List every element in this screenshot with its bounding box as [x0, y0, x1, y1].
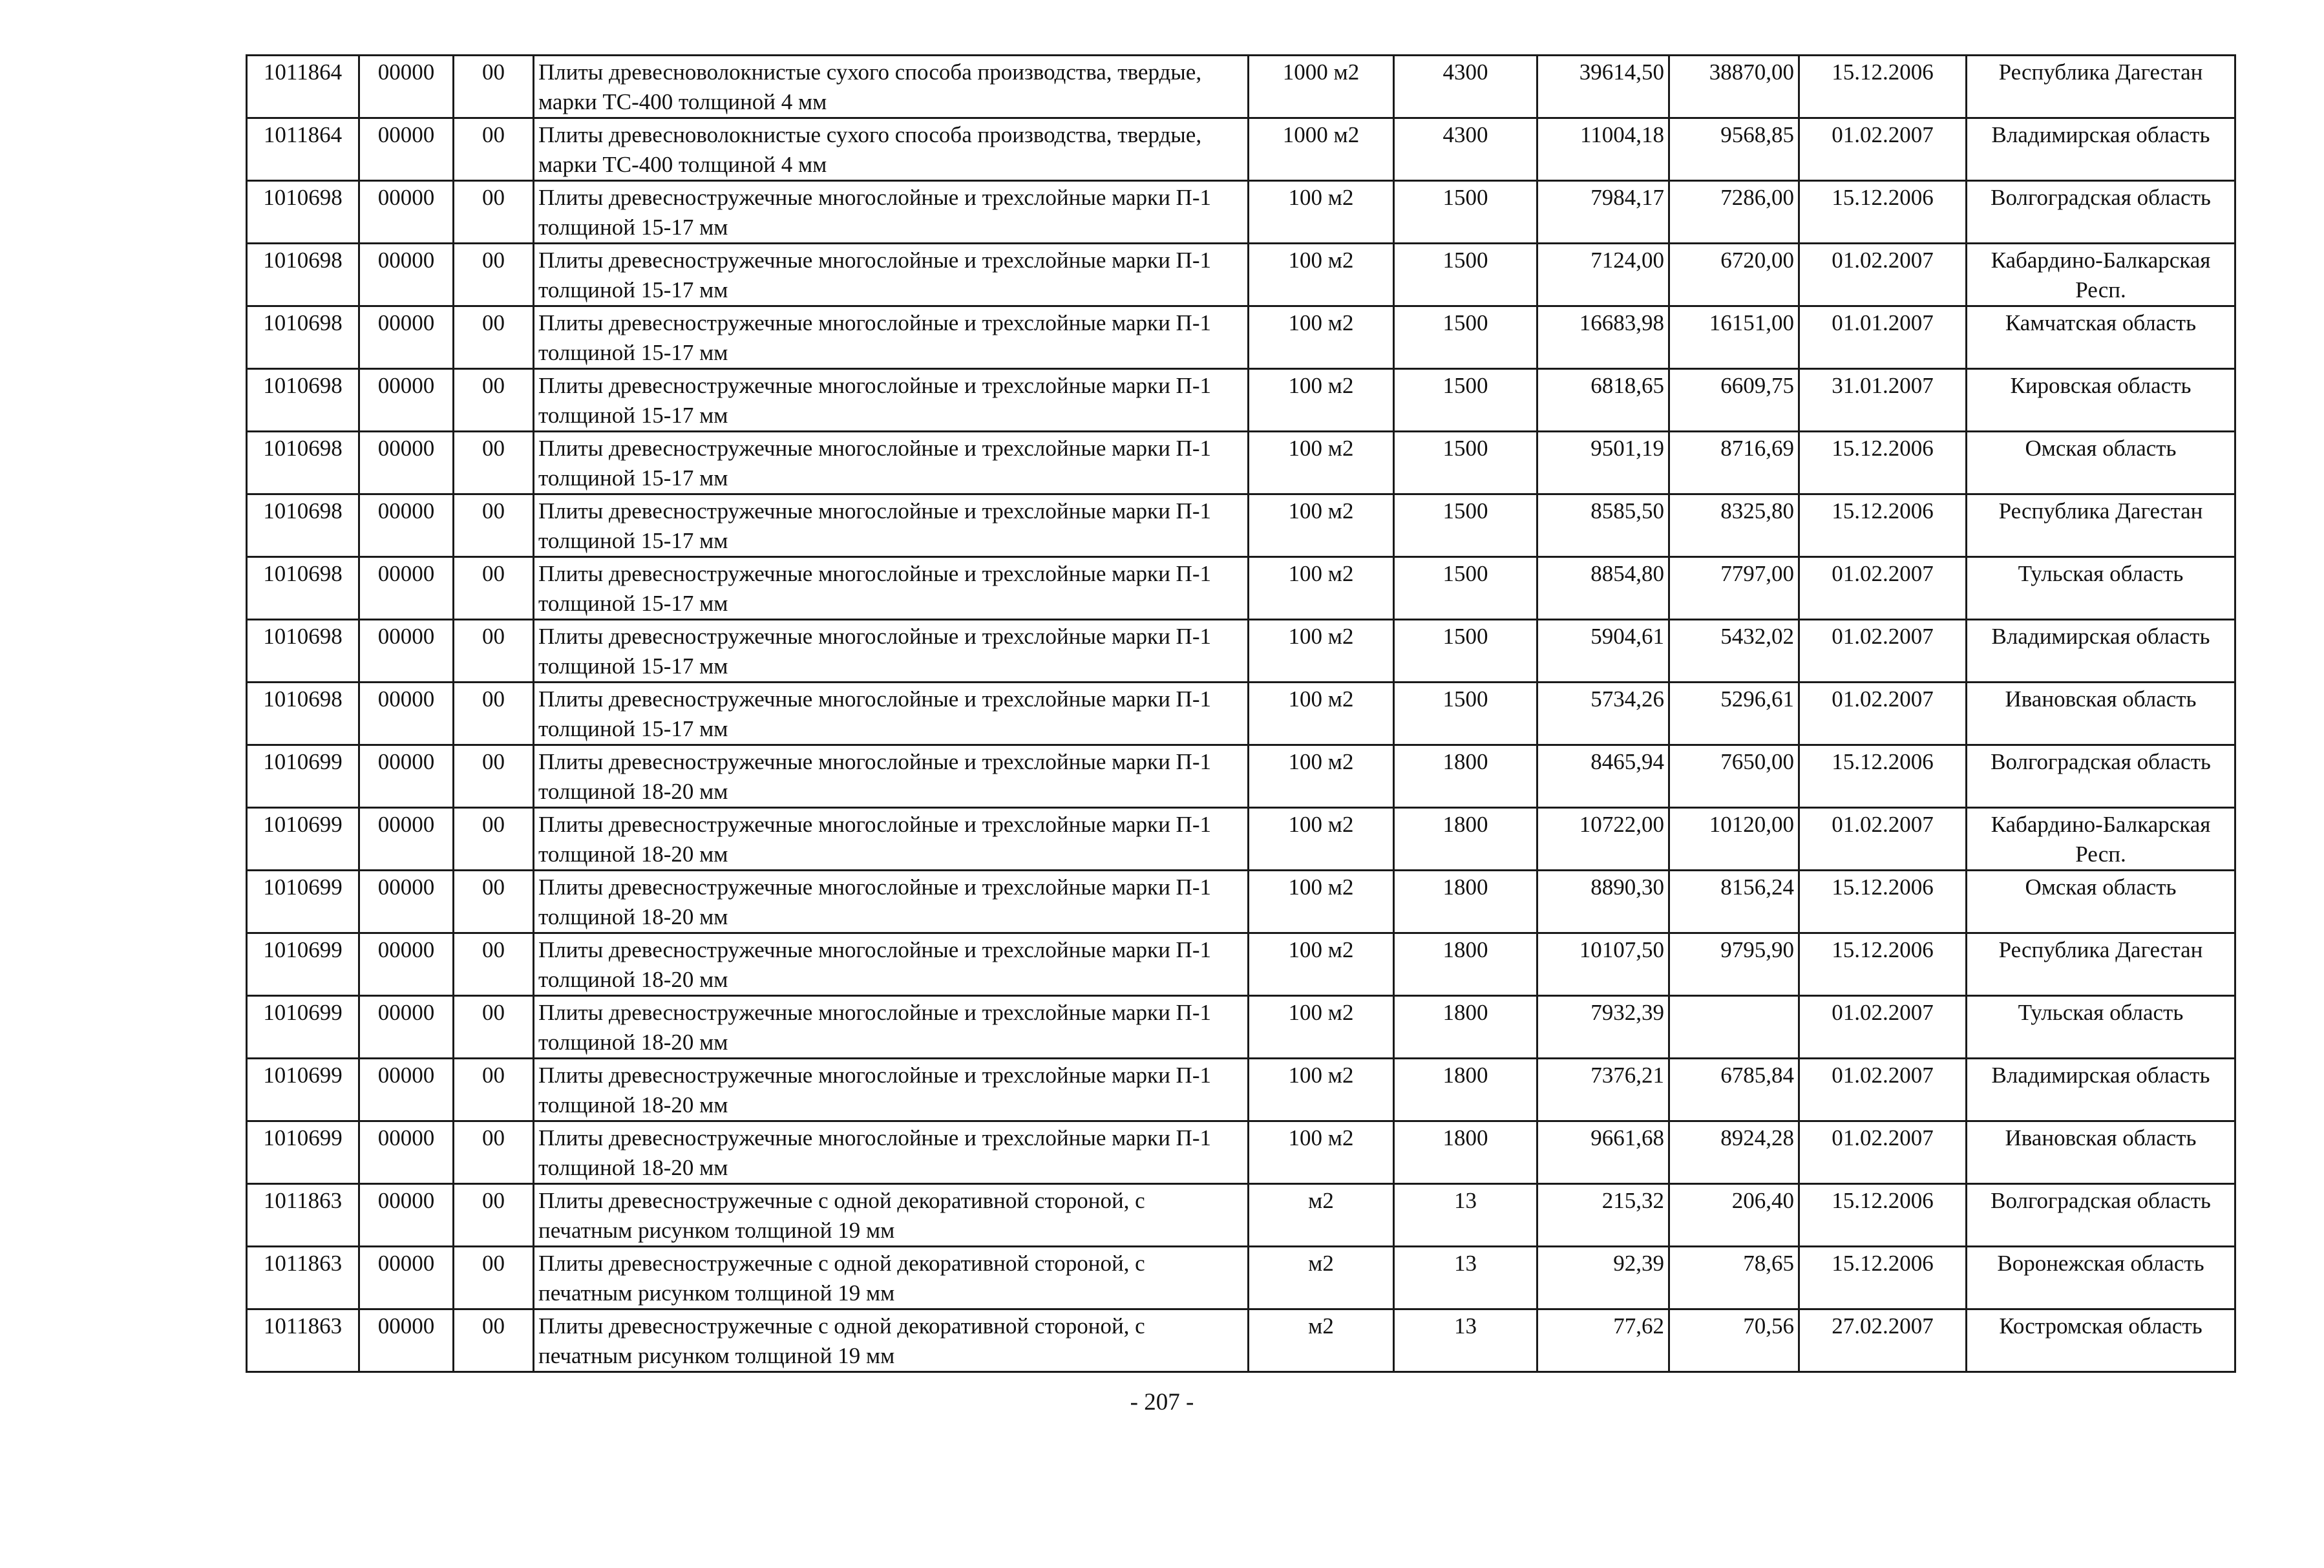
price-a-cell: 77,62: [1537, 1309, 1669, 1372]
table-row: [247, 996, 2235, 1059]
date-cell: 01.02.2007: [1799, 620, 1967, 683]
price-b-cell: 206,40: [1669, 1184, 1799, 1247]
subcode-cell: 00000: [359, 1247, 454, 1309]
suffix-cell: 00: [454, 745, 534, 808]
suffix-cell: 00: [454, 620, 534, 683]
date-cell: 15.12.2006: [1799, 494, 1967, 557]
region-cell: Владимирская область: [1967, 620, 2235, 683]
description-cell: Плиты древесностружечные многослойные и трехслойные марки П-1 толщиной 15-17 мм: [534, 432, 1249, 494]
price-a-cell: 6818,65: [1537, 369, 1669, 432]
date-cell: 01.02.2007: [1799, 244, 1967, 306]
subcode-cell: 00000: [359, 369, 454, 432]
quantity-cell: 1800: [1394, 808, 1537, 871]
region-cell: Волгоградская область: [1967, 745, 2235, 808]
unit-cell: 100 м2: [1249, 933, 1394, 996]
unit-cell: 1000 м2: [1249, 118, 1394, 181]
description-cell: Плиты древесностружечные многослойные и трехслойные марки П-1 толщиной 15-17 мм: [534, 620, 1249, 683]
description-cell: Плиты древесностружечные многослойные и трехслойные марки П-1 толщиной 15-17 мм: [534, 494, 1249, 557]
code-cell: 1010699: [247, 933, 359, 996]
quantity-cell: 13: [1394, 1309, 1537, 1372]
subcode-cell: 00000: [359, 244, 454, 306]
region-cell: Кабардино-Балкарская Респ.: [1967, 808, 2235, 871]
table-body: [247, 56, 2235, 1372]
date-cell: 01.02.2007: [1799, 118, 1967, 181]
page-number: - 207 -: [1130, 1389, 1194, 1415]
price-a-cell: 7984,17: [1537, 181, 1669, 244]
region-cell: Волгоградская область: [1967, 181, 2235, 244]
date-cell: 01.02.2007: [1799, 808, 1967, 871]
price-b-cell: 8325,80: [1669, 494, 1799, 557]
region-cell: Омская область: [1967, 871, 2235, 933]
suffix-cell: 00: [454, 432, 534, 494]
description-cell: Плиты древесностружечные многослойные и трехслойные марки П-1 толщиной 15-17 мм: [534, 181, 1249, 244]
code-cell: 1010698: [247, 494, 359, 557]
code-cell: 1010698: [247, 306, 359, 369]
suffix-cell: 00: [454, 1121, 534, 1184]
region-cell: Владимирская область: [1967, 1059, 2235, 1121]
price-b-cell: 78,65: [1669, 1247, 1799, 1309]
price-a-cell: 5734,26: [1537, 683, 1669, 745]
suffix-cell: 00: [454, 557, 534, 620]
suffix-cell: 00: [454, 369, 534, 432]
quantity-cell: 1500: [1394, 620, 1537, 683]
region-cell: Камчатская область: [1967, 306, 2235, 369]
description-cell: Плиты древесностружечные многослойные и трехслойные марки П-1 толщиной 18-20 мм: [534, 745, 1249, 808]
price-a-cell: 7124,00: [1537, 244, 1669, 306]
description-cell: Плиты древесностружечные многослойные и трехслойные марки П-1 толщиной 18-20 мм: [534, 933, 1249, 996]
unit-cell: м2: [1249, 1184, 1394, 1247]
subcode-cell: 00000: [359, 118, 454, 181]
unit-cell: 100 м2: [1249, 432, 1394, 494]
price-b-cell: 6609,75: [1669, 369, 1799, 432]
quantity-cell: 1800: [1394, 1121, 1537, 1184]
description-cell: Плиты древесностружечные многослойные и трехслойные марки П-1 толщиной 15-17 мм: [534, 683, 1249, 745]
date-cell: 15.12.2006: [1799, 871, 1967, 933]
quantity-cell: 1500: [1394, 683, 1537, 745]
code-cell: 1011863: [247, 1309, 359, 1372]
code-cell: 1011863: [247, 1184, 359, 1247]
region-cell: Владимирская область: [1967, 118, 2235, 181]
subcode-cell: 00000: [359, 996, 454, 1059]
price-b-cell: 7650,00: [1669, 745, 1799, 808]
subcode-cell: 00000: [359, 1184, 454, 1247]
description-cell: Плиты древесноволокнистые сухого способа производства, твердые, марки ТС-400 толщиной 4 мм: [534, 56, 1249, 118]
subcode-cell: 00000: [359, 1309, 454, 1372]
quantity-cell: 13: [1394, 1247, 1537, 1309]
code-cell: 1011864: [247, 56, 359, 118]
region-cell: Республика Дагестан: [1967, 933, 2235, 996]
price-table: [246, 54, 2236, 1373]
date-cell: 15.12.2006: [1799, 56, 1967, 118]
subcode-cell: 00000: [359, 1121, 454, 1184]
code-cell: 1010699: [247, 808, 359, 871]
quantity-cell: 4300: [1394, 118, 1537, 181]
region-cell: Республика Дагестан: [1967, 56, 2235, 118]
subcode-cell: 00000: [359, 745, 454, 808]
description-cell: Плиты древесностружечные с одной декоративной стороной, с печатным рисунком толщиной 19 мм: [534, 1184, 1249, 1247]
unit-cell: 100 м2: [1249, 369, 1394, 432]
description-cell: Плиты древесноволокнистые сухого способа производства, твердые, марки ТС-400 толщиной 4 мм: [534, 118, 1249, 181]
table-row: [247, 683, 2235, 745]
price-a-cell: 16683,98: [1537, 306, 1669, 369]
description-cell: Плиты древесностружечные многослойные и трехслойные марки П-1 толщиной 15-17 мм: [534, 306, 1249, 369]
table-row: [247, 557, 2235, 620]
price-a-cell: 8854,80: [1537, 557, 1669, 620]
date-cell: 01.02.2007: [1799, 1059, 1967, 1121]
description-cell: Плиты древесностружечные многослойные и трехслойные марки П-1 толщиной 15-17 мм: [534, 244, 1249, 306]
price-b-cell: 9795,90: [1669, 933, 1799, 996]
description-cell: Плиты древесностружечные многослойные и трехслойные марки П-1 толщиной 18-20 мм: [534, 808, 1249, 871]
subcode-cell: 00000: [359, 620, 454, 683]
price-a-cell: 92,39: [1537, 1247, 1669, 1309]
price-b-cell: 9568,85: [1669, 118, 1799, 181]
price-b-cell: 6785,84: [1669, 1059, 1799, 1121]
price-a-cell: 7376,21: [1537, 1059, 1669, 1121]
unit-cell: 1000 м2: [1249, 56, 1394, 118]
description-cell: Плиты древесностружечные многослойные и трехслойные марки П-1 толщиной 15-17 мм: [534, 369, 1249, 432]
code-cell: 1010699: [247, 996, 359, 1059]
table-row: [247, 369, 2235, 432]
table-row: [247, 808, 2235, 871]
date-cell: 15.12.2006: [1799, 1247, 1967, 1309]
price-b-cell: 8156,24: [1669, 871, 1799, 933]
date-cell: 15.12.2006: [1799, 745, 1967, 808]
unit-cell: м2: [1249, 1247, 1394, 1309]
code-cell: 1010699: [247, 871, 359, 933]
unit-cell: м2: [1249, 1309, 1394, 1372]
date-cell: 01.02.2007: [1799, 557, 1967, 620]
unit-cell: 100 м2: [1249, 1121, 1394, 1184]
price-a-cell: 8890,30: [1537, 871, 1669, 933]
suffix-cell: 00: [454, 1247, 534, 1309]
suffix-cell: 00: [454, 683, 534, 745]
subcode-cell: 00000: [359, 871, 454, 933]
price-a-cell: 7932,39: [1537, 996, 1669, 1059]
quantity-cell: 1500: [1394, 494, 1537, 557]
table-row: [247, 306, 2235, 369]
price-b-cell: 7286,00: [1669, 181, 1799, 244]
price-a-cell: 5904,61: [1537, 620, 1669, 683]
price-a-cell: 8465,94: [1537, 745, 1669, 808]
table-row: [247, 1309, 2235, 1372]
table-row: [247, 933, 2235, 996]
suffix-cell: 00: [454, 996, 534, 1059]
region-cell: Республика Дагестан: [1967, 494, 2235, 557]
code-cell: 1010698: [247, 557, 359, 620]
subcode-cell: 00000: [359, 557, 454, 620]
table-row: [247, 745, 2235, 808]
price-a-cell: 10722,00: [1537, 808, 1669, 871]
subcode-cell: 00000: [359, 432, 454, 494]
price-a-cell: 8585,50: [1537, 494, 1669, 557]
unit-cell: 100 м2: [1249, 871, 1394, 933]
suffix-cell: 00: [454, 306, 534, 369]
description-cell: Плиты древесностружечные многослойные и трехслойные марки П-1 толщиной 18-20 мм: [534, 1059, 1249, 1121]
region-cell: Тульская область: [1967, 996, 2235, 1059]
code-cell: 1010698: [247, 620, 359, 683]
date-cell: 01.01.2007: [1799, 306, 1967, 369]
suffix-cell: 00: [454, 118, 534, 181]
region-cell: Ивановская область: [1967, 683, 2235, 745]
table-row: [247, 118, 2235, 181]
quantity-cell: 1500: [1394, 181, 1537, 244]
price-b-cell: 7797,00: [1669, 557, 1799, 620]
quantity-cell: 1500: [1394, 557, 1537, 620]
price-b-cell: 16151,00: [1669, 306, 1799, 369]
subcode-cell: 00000: [359, 181, 454, 244]
suffix-cell: 00: [454, 871, 534, 933]
date-cell: 27.02.2007: [1799, 1309, 1967, 1372]
price-a-cell: 11004,18: [1537, 118, 1669, 181]
code-cell: 1010698: [247, 244, 359, 306]
date-cell: 01.02.2007: [1799, 996, 1967, 1059]
price-b-cell: 70,56: [1669, 1309, 1799, 1372]
quantity-cell: 1500: [1394, 244, 1537, 306]
unit-cell: 100 м2: [1249, 620, 1394, 683]
subcode-cell: 00000: [359, 933, 454, 996]
description-cell: Плиты древесностружечные многослойные и трехслойные марки П-1 толщиной 18-20 мм: [534, 1121, 1249, 1184]
price-b-cell: 38870,00: [1669, 56, 1799, 118]
code-cell: 1010699: [247, 1121, 359, 1184]
table-row: [247, 871, 2235, 933]
subcode-cell: 00000: [359, 808, 454, 871]
table-row: [247, 432, 2235, 494]
price-b-cell: [1669, 996, 1799, 1059]
unit-cell: 100 м2: [1249, 181, 1394, 244]
date-cell: 01.02.2007: [1799, 1121, 1967, 1184]
suffix-cell: 00: [454, 1184, 534, 1247]
table-row: [247, 56, 2235, 118]
code-cell: 1010699: [247, 1059, 359, 1121]
table-row: [247, 1059, 2235, 1121]
suffix-cell: 00: [454, 808, 534, 871]
table-row: [247, 1247, 2235, 1309]
unit-cell: 100 м2: [1249, 1059, 1394, 1121]
region-cell: Тульская область: [1967, 557, 2235, 620]
table-row: [247, 244, 2235, 306]
description-cell: Плиты древесностружечные с одной декоративной стороной, с печатным рисунком толщиной 19 мм: [534, 1309, 1249, 1372]
unit-cell: 100 м2: [1249, 494, 1394, 557]
code-cell: 1010698: [247, 181, 359, 244]
suffix-cell: 00: [454, 1309, 534, 1372]
quantity-cell: 4300: [1394, 56, 1537, 118]
table-row: [247, 181, 2235, 244]
unit-cell: 100 м2: [1249, 996, 1394, 1059]
price-b-cell: 8924,28: [1669, 1121, 1799, 1184]
region-cell: Волгоградская область: [1967, 1184, 2235, 1247]
quantity-cell: 1800: [1394, 933, 1537, 996]
quantity-cell: 1800: [1394, 1059, 1537, 1121]
unit-cell: 100 м2: [1249, 745, 1394, 808]
suffix-cell: 00: [454, 244, 534, 306]
region-cell: Кировская область: [1967, 369, 2235, 432]
suffix-cell: 00: [454, 56, 534, 118]
region-cell: Омская область: [1967, 432, 2235, 494]
quantity-cell: 1500: [1394, 306, 1537, 369]
code-cell: 1010698: [247, 683, 359, 745]
unit-cell: 100 м2: [1249, 808, 1394, 871]
suffix-cell: 00: [454, 494, 534, 557]
table-row: [247, 620, 2235, 683]
quantity-cell: 1500: [1394, 432, 1537, 494]
subcode-cell: 00000: [359, 1059, 454, 1121]
date-cell: 31.01.2007: [1799, 369, 1967, 432]
table-row: [247, 1121, 2235, 1184]
quantity-cell: 1800: [1394, 996, 1537, 1059]
price-b-cell: 8716,69: [1669, 432, 1799, 494]
subcode-cell: 00000: [359, 56, 454, 118]
date-cell: 15.12.2006: [1799, 432, 1967, 494]
region-cell: Воронежская область: [1967, 1247, 2235, 1309]
table-row: [247, 494, 2235, 557]
quantity-cell: 1800: [1394, 745, 1537, 808]
price-b-cell: 6720,00: [1669, 244, 1799, 306]
price-b-cell: 5296,61: [1669, 683, 1799, 745]
region-cell: Кабардино-Балкарская Респ.: [1967, 244, 2235, 306]
quantity-cell: 13: [1394, 1184, 1537, 1247]
price-a-cell: 39614,50: [1537, 56, 1669, 118]
description-cell: Плиты древесностружечные многослойные и трехслойные марки П-1 толщиной 18-20 мм: [534, 996, 1249, 1059]
subcode-cell: 00000: [359, 494, 454, 557]
date-cell: 15.12.2006: [1799, 933, 1967, 996]
unit-cell: 100 м2: [1249, 306, 1394, 369]
subcode-cell: 00000: [359, 306, 454, 369]
date-cell: 15.12.2006: [1799, 181, 1967, 244]
date-cell: 15.12.2006: [1799, 1184, 1967, 1247]
unit-cell: 100 м2: [1249, 244, 1394, 306]
region-cell: Костромская область: [1967, 1309, 2235, 1372]
price-b-cell: 5432,02: [1669, 620, 1799, 683]
code-cell: 1011863: [247, 1247, 359, 1309]
suffix-cell: 00: [454, 181, 534, 244]
description-cell: Плиты древесностружечные с одной декоративной стороной, с печатным рисунком толщиной 19 мм: [534, 1247, 1249, 1309]
description-cell: Плиты древесностружечные многослойные и трехслойные марки П-1 толщиной 15-17 мм: [534, 557, 1249, 620]
quantity-cell: 1500: [1394, 369, 1537, 432]
price-a-cell: 10107,50: [1537, 933, 1669, 996]
region-cell: Ивановская область: [1967, 1121, 2235, 1184]
suffix-cell: 00: [454, 933, 534, 996]
quantity-cell: 1800: [1394, 871, 1537, 933]
price-a-cell: 215,32: [1537, 1184, 1669, 1247]
unit-cell: 100 м2: [1249, 683, 1394, 745]
price-b-cell: 10120,00: [1669, 808, 1799, 871]
code-cell: 1010698: [247, 432, 359, 494]
description-cell: Плиты древесностружечные многослойные и трехслойные марки П-1 толщиной 18-20 мм: [534, 871, 1249, 933]
unit-cell: 100 м2: [1249, 557, 1394, 620]
code-cell: 1011864: [247, 118, 359, 181]
price-a-cell: 9501,19: [1537, 432, 1669, 494]
subcode-cell: 00000: [359, 683, 454, 745]
code-cell: 1010698: [247, 369, 359, 432]
suffix-cell: 00: [454, 1059, 534, 1121]
table-row: [247, 1184, 2235, 1247]
code-cell: 1010699: [247, 745, 359, 808]
price-a-cell: 9661,68: [1537, 1121, 1669, 1184]
date-cell: 01.02.2007: [1799, 683, 1967, 745]
